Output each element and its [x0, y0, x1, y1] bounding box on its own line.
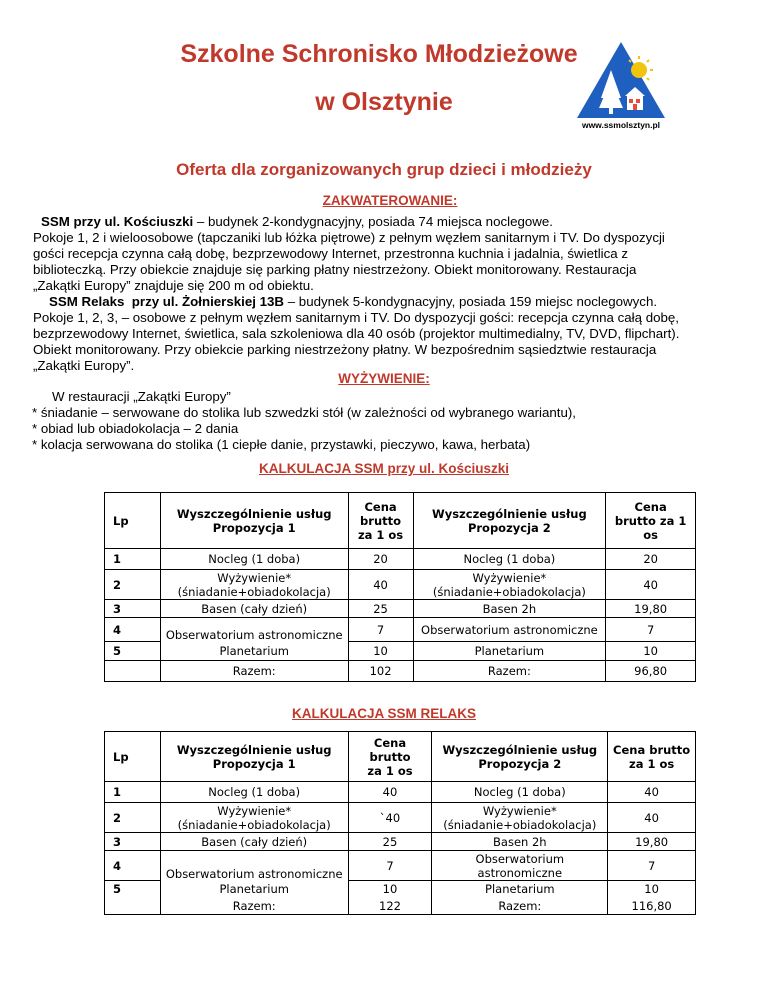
- row-prop2: Planetarium: [432, 881, 608, 898]
- row-price2: 10: [608, 881, 696, 898]
- row-price1: 7: [348, 618, 413, 642]
- total-label1: Razem:: [160, 898, 348, 915]
- hostel-logo: [575, 40, 667, 132]
- row-lp: 4: [105, 851, 161, 881]
- row-prop1: Obserwatorium astronomiczne: [160, 851, 348, 881]
- total-price1: 122: [348, 898, 432, 915]
- page-title-city: w Olsztynie: [315, 88, 453, 116]
- text-line: Pokoje 1, 2, 3, – osobowe z pełnym węzłem sanitarnym i TV. Do dyspozycji gości: recepcja czynna całą dobę,: [33, 310, 679, 325]
- svg-text:www.ssmolsztyn.pl: www.ssmolsztyn.pl: [581, 120, 661, 130]
- calc2-table: [104, 731, 696, 915]
- table-row: [105, 618, 696, 642]
- calc1-table: [104, 492, 696, 682]
- food-text: [32, 389, 732, 453]
- total-price2: 96,80: [606, 661, 696, 682]
- text-line: „Zakątki Europy” znajduje się 200 m od obiektu.: [33, 278, 314, 293]
- row-price2: 40: [606, 570, 696, 600]
- header-lp: Lp: [105, 493, 161, 549]
- text-line: * śniadanie – serwowane do stolika lub szwedzki stół (w zależności od wybranego wariantu),: [32, 405, 576, 420]
- row-price2: 40: [608, 803, 696, 833]
- row-prop1: Planetarium: [160, 881, 348, 898]
- row-prop2: Basen 2h: [413, 600, 606, 618]
- table-row: [105, 851, 696, 881]
- row-price2: 19,80: [606, 600, 696, 618]
- row-prop1: Nocleg (1 doba): [160, 549, 348, 570]
- header-prop1: Wyszczególnienie usług Propozycja 1: [160, 732, 348, 782]
- row-price1: 10: [348, 642, 413, 661]
- text-line: * obiad lub obiadokolacja – 2 dania: [32, 421, 239, 436]
- accommodation-heading: ZAKWATEROWANIE:: [322, 193, 458, 208]
- total-price2: 116,80: [608, 898, 696, 915]
- row-lp: [105, 898, 161, 915]
- table-row: [105, 881, 696, 898]
- food-heading: WYŻYWIENIE:: [338, 371, 430, 386]
- row-price1: 40: [348, 782, 432, 803]
- row-price1: 10: [348, 881, 432, 898]
- total-label1: Razem:: [160, 661, 348, 682]
- row-price1: 7: [348, 851, 432, 881]
- row-price1: 40: [348, 570, 413, 600]
- row-prop1: Wyżywienie* (śniadanie+obiadokolacja): [160, 803, 348, 833]
- header-price1: Cena brutto za 1 os: [348, 493, 413, 549]
- accommodation-text: [33, 214, 733, 374]
- page-title: Szkolne Schronisko Młodzieżowe: [180, 40, 578, 68]
- logo-graphic: [575, 40, 667, 132]
- row-prop2: Obserwatorium astronomiczne: [413, 618, 606, 642]
- row-price2: 7: [608, 851, 696, 881]
- row-prop2: Planetarium: [413, 642, 606, 661]
- text-line: SSM Relaks przy ul. Żołnierskiej 13B – budynek 5-kondygnacyjny, posiada 159 miejsc noclegowych.: [49, 294, 658, 309]
- row-prop2: Basen 2h: [432, 833, 608, 851]
- header-price2: Cena brutto za 1 os: [606, 493, 696, 549]
- row-price2: 20: [606, 549, 696, 570]
- text-line: * kolacja serwowana do stolika (1 ciepłe danie, przystawki, pieczywo, kawa, herbata): [32, 437, 531, 452]
- header-lp: Lp: [105, 732, 161, 782]
- text-line: SSM przy ul. Kościuszki – budynek 2-kondygnacyjny, posiada 74 miejsca noclegowe.: [41, 214, 553, 229]
- header-prop2: Wyszczególnienie usług Propozycja 2: [432, 732, 608, 782]
- table-header-row: [105, 493, 696, 549]
- table-header-row: [105, 732, 696, 782]
- calc1-heading: KALKULACJA SSM przy ul. Kościuszki: [258, 461, 510, 476]
- text-line: biblioteczką. Przy obiekcie znajduje się parking płatny niestrzeżony. Obiekt monitorowany. Restauracja: [33, 262, 637, 277]
- table-total-row: [105, 661, 696, 682]
- row-prop2: Wyżywienie* (śniadanie+obiadokolacja): [413, 570, 606, 600]
- row-price2: 19,80: [608, 833, 696, 851]
- table-total-row: [105, 898, 696, 915]
- row-lp: 3: [105, 600, 161, 618]
- total-label2: Razem:: [413, 661, 606, 682]
- row-prop2: Wyżywienie* (śniadanie+obiadokolacja): [432, 803, 608, 833]
- table-row: [105, 600, 696, 618]
- row-lp: 5: [105, 881, 161, 898]
- text-line: „Zakątki Europy”.: [33, 358, 135, 373]
- row-prop2: Nocleg (1 doba): [413, 549, 606, 570]
- header-prop2: Wyszczególnienie usług Propozycja 2: [413, 493, 606, 549]
- header-price1: Cena brutto za 1 os: [348, 732, 432, 782]
- header-price2: Cena brutto za 1 os: [608, 732, 696, 782]
- row-prop1: Basen (cały dzień): [160, 600, 348, 618]
- table-row: [105, 782, 696, 803]
- row-prop1: Wyżywienie* (śniadanie+obiadokolacja): [160, 570, 348, 600]
- text-line: Obiekt monitorowany. Przy obiekcie parking niestrzeżony płatny. W bezpośrednim sąsiedztwie restauracja: [33, 342, 657, 357]
- row-price2: 7: [606, 618, 696, 642]
- row-price1: 25: [348, 833, 432, 851]
- row-lp: [105, 661, 161, 682]
- text-line: W restauracji „Zakątki Europy”: [52, 389, 231, 404]
- text-line: gości recepcja czynna całą dobę, bezprzewodowy Internet, przestronna kuchnia i jadalnia, świetlica z: [33, 246, 628, 261]
- row-lp: 2: [105, 570, 161, 600]
- row-price2: 40: [608, 782, 696, 803]
- row-prop2: Obserwatorium astronomiczne: [432, 851, 608, 881]
- row-price1: `40: [348, 803, 432, 833]
- row-lp: 1: [105, 782, 161, 803]
- row-price1: 20: [348, 549, 413, 570]
- calc2-heading: KALKULACJA SSM RELAKS: [291, 706, 476, 721]
- row-prop2: Nocleg (1 doba): [432, 782, 608, 803]
- row-lp: 5: [105, 642, 161, 661]
- row-prop1: Obserwatorium astronomiczne: [160, 618, 348, 642]
- row-price2: 10: [606, 642, 696, 661]
- row-lp: 3: [105, 833, 161, 851]
- text-line: Pokoje 1, 2 i wieloosobowe (tapczaniki lub łóżka piętrowe) z pełnym węzłem sanitarnym i TV. Do dyspozycji: [33, 230, 665, 245]
- table-row: [105, 833, 696, 851]
- table-row: [105, 642, 696, 661]
- offer-subtitle: Oferta dla zorganizowanych grup dzieci i młodzieży: [176, 160, 592, 179]
- table-row: [105, 570, 696, 600]
- row-prop1: Planetarium: [160, 642, 348, 661]
- table-row: [105, 549, 696, 570]
- table-row: [105, 803, 696, 833]
- row-prop1: Basen (cały dzień): [160, 833, 348, 851]
- total-price1: 102: [348, 661, 413, 682]
- text-line: bezprzewodowy Internet, świetlica, sala szkoleniowa dla 40 osób (projektor multimedialny, TV, DVD, flipchart).: [33, 326, 680, 341]
- total-label2: Razem:: [432, 898, 608, 915]
- row-lp: 2: [105, 803, 161, 833]
- row-lp: 1: [105, 549, 161, 570]
- row-price1: 25: [348, 600, 413, 618]
- row-prop1: Nocleg (1 doba): [160, 782, 348, 803]
- header-prop1: Wyszczególnienie usług Propozycja 1: [160, 493, 348, 549]
- row-lp: 4: [105, 618, 161, 642]
